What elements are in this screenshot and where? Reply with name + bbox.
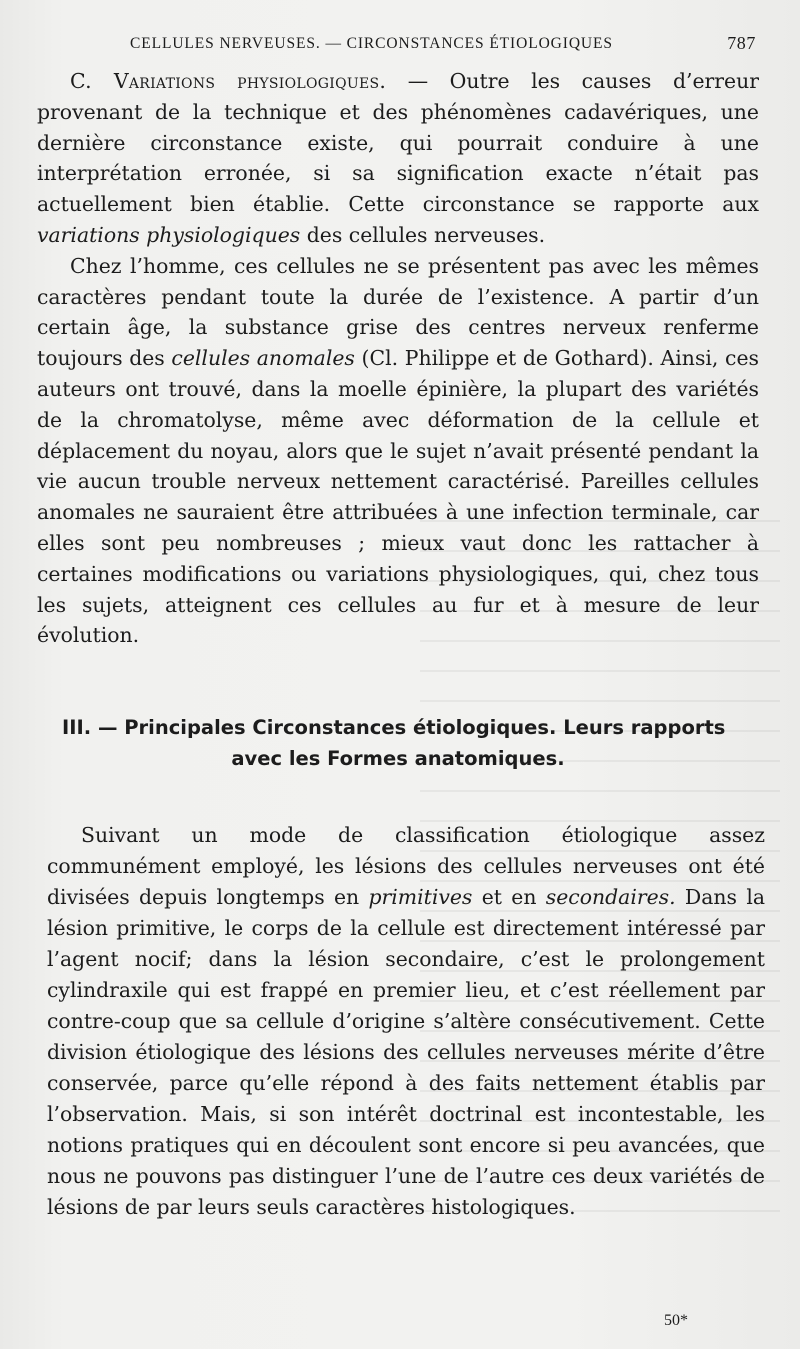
- paragraph-text: des cellules nerveuses.: [300, 222, 546, 247]
- running-header: [130, 33, 756, 57]
- paragraph-text: et en: [472, 885, 546, 909]
- italic-term: cellules anomales: [171, 346, 355, 371]
- paragraph-chez-lhomme: [37, 251, 759, 651]
- paragraph-text: (Cl. Philippe et de Gothard). Ainsi, ces auteurs ont trouvé, dans la moelle épinière, la plupart des variétés de la chromatolyse, même avec déformation de la cellule et déplacement du noyau, alors que le sujet n’avait présenté pendant la vie aucun trouble nerveux nettement caractérisé. Pareilles cellules anomales ne sauraient être attribuées à une infection terminale, car elles sont peu nombreuses ; mieux vaut donc les rattacher à certaines modifications ou variations physiologiques, qui, chez tous les sujets, atteignent ces cellules au fur et à mesure de leur évolution.: [37, 346, 760, 648]
- section-iii-heading: [37, 712, 759, 774]
- section-c-text: [37, 66, 759, 651]
- heading-line-2: avec les Formes anatomiques.: [231, 747, 565, 770]
- paragraph-text: Dans la lésion primitive, le corps de la cellule est directement intéressé par l’agent nocif; dans la lésion secondaire, c’est le prolongement cylindraxile qui est frappé en premier lieu, et c’est réellement par contre-coup que sa cellule d’origine s’altère consécutivement. Cette division étiologique des lésions des cellules nerveuses mérite d’être conservée, parce qu’elle répond à des faits nettement établis par l’observation. Mais, si son intérêt doctrinal est incontestable, les notions pratiques qui en découlent sont encore si peu avancées, que nous ne pouvons pas distinguer l’une de l’autre ces deux variétés de lésions de par leurs seuls caractères histologiques.: [47, 885, 765, 1219]
- italic-term: variations physiologiques: [37, 222, 301, 247]
- italic-term: primitives: [368, 885, 473, 909]
- paragraph-text: — Outre les causes d’erreur provenant de la technique et des phénomènes cadavériques, une dernière circonstance existe, qui pourrait conduire à une interprétation erronée, si sa signification exacte n’était pas actuellement bien établie. Cette circonstance se rapporte aux: [37, 69, 759, 217]
- page-number: 787: [727, 33, 756, 53]
- paragraph-variations-physiologiques: [37, 66, 759, 251]
- signature-mark: 50*: [664, 1312, 688, 1329]
- section-iii-text: [47, 820, 765, 1223]
- paragraph-classification: [47, 820, 765, 1223]
- paragraph-text: Suivant un mode de classification étiologique assez communément employé, les lésions des cellules nerveuses ont été divisées depuis longtemps en: [47, 823, 765, 909]
- running-title: CELLULES NERVEUSES. — CIRCONSTANCES ÉTIOLOGIQUES: [130, 35, 613, 52]
- section-c-label: C. Variations physiologiques.: [70, 69, 387, 93]
- italic-term: secondaires.: [545, 885, 676, 909]
- paragraph-text: Chez l’homme, ces cellules ne se présentent pas avec les mêmes caractères pendant toute la durée de l’existence. A partir d’un certain âge, la substance grise des centres nerveux renferme toujours des: [37, 253, 759, 371]
- heading-line-1: III. — Principales Circonstances étiologiques. Leurs rapports: [62, 716, 726, 739]
